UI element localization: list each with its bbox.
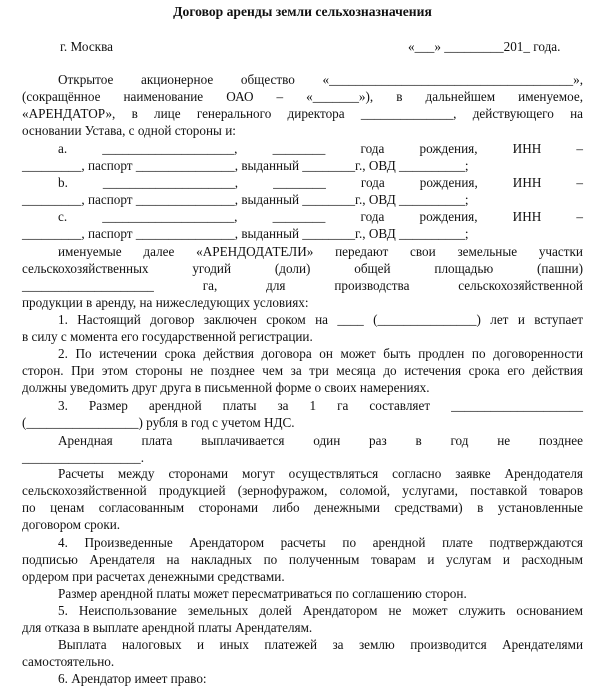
clause-3: (_________________) рубля в год с учетом НДС. (22, 415, 295, 430)
clause-2: должны уведомить друг друга в письменной форме о своих намерениях. (22, 380, 430, 395)
clause-2: 2. По истечении срока действия договора он может быть продлен по договоренности (58, 346, 583, 361)
paragraph-line: основании Устава, с одной стороны и: (22, 123, 236, 138)
document-title: Договор аренды земли сельхозназначения (173, 4, 432, 19)
paragraph-line: сельскохозяйственной продукцией (зернофуражом, соломой, услугами, поставкой товаров (22, 483, 583, 498)
paragraph-line: (сокращённое наименование ОАО – «_______»), в дальнейшем именуемое, (22, 89, 583, 104)
party-line: b. ____________________, ________ года рождения, ИНН – (58, 175, 583, 190)
clause-3: 3. Размер арендной платы за 1 га составляет ____________________ (58, 398, 583, 413)
party-line: _________, паспорт _______________, выданный ________г., ОВД __________; (22, 226, 469, 241)
date: «___» _________201_ года. (408, 39, 561, 54)
paragraph-line: самостоятельно. (22, 654, 115, 669)
clause-6: 6. Арендатор имеет право: (58, 671, 207, 686)
paragraph-line: «АРЕНДАТОР», в лице генерального директора ______________, действующего на (22, 106, 583, 121)
paragraph-line: ____________________ га, для производства сельскохозяйственной (22, 278, 583, 293)
clause-5: для отказа в выплате арендной платы Арендателям. (22, 620, 313, 635)
paragraph-line: продукции в аренду, на нижеследующих условиях: (22, 295, 309, 310)
party-line: _________, паспорт _______________, выданный ________г., ОВД __________; (22, 192, 469, 207)
paragraph-line: договором сроки. (22, 517, 121, 532)
clause-2: сторон. При этом стороны не позднее чем за три месяца до истечения срока его действия (22, 363, 583, 378)
paragraph-line: именуемые далее «АРЕНДОДАТЕЛИ» передают свои земельные участки (58, 244, 583, 259)
clause-3: Арендная плата выплачивается один раз в год не позднее (58, 433, 583, 448)
party-line: c. ____________________, ________ года рождения, ИНН – (58, 209, 583, 224)
party-line: _________, паспорт _______________, выданный ________г., ОВД __________; (22, 158, 469, 173)
city: г. Москва (60, 39, 113, 54)
clause-1: 1. Настоящий договор заключен сроком на ____ (_______________) лет и вступает (58, 312, 583, 327)
paragraph-line: по ценам согласованным сторонами либо денежными средствами) в установленные (22, 500, 583, 515)
clause-4: ордером при расчетах денежными средствами. (22, 569, 285, 584)
clause-3: __________________. (22, 450, 144, 465)
party-line: а. ____________________, ________ года рождения, ИНН – (58, 141, 583, 156)
paragraph-line: Открытое акционерное общество «_____________________________________», (58, 72, 583, 87)
paragraph-line: Размер арендной платы может пересматриваться по соглашению сторон. (58, 586, 467, 601)
clause-4: 4. Произведенные Арендатором расчеты по арендной плате подтверждаются (58, 535, 583, 550)
clause-1: в силу с момента его государственной регистрации. (22, 329, 313, 344)
paragraph-line: Расчеты между сторонами могут осуществляться согласно заявке Арендодателя (58, 466, 583, 481)
paragraph-line: сельскохозяйственных угодий (доли) общей площадью (пашни) (22, 261, 583, 276)
clause-5: 5. Неиспользование земельных долей Арендатором не может служить основанием (58, 603, 583, 618)
paragraph-line: Выплата налоговых и иных платежей за землю производится Арендателями (58, 637, 583, 652)
clause-4: подписью Арендателя на накладных по полученным товарам и услугам и расходным (22, 552, 583, 567)
